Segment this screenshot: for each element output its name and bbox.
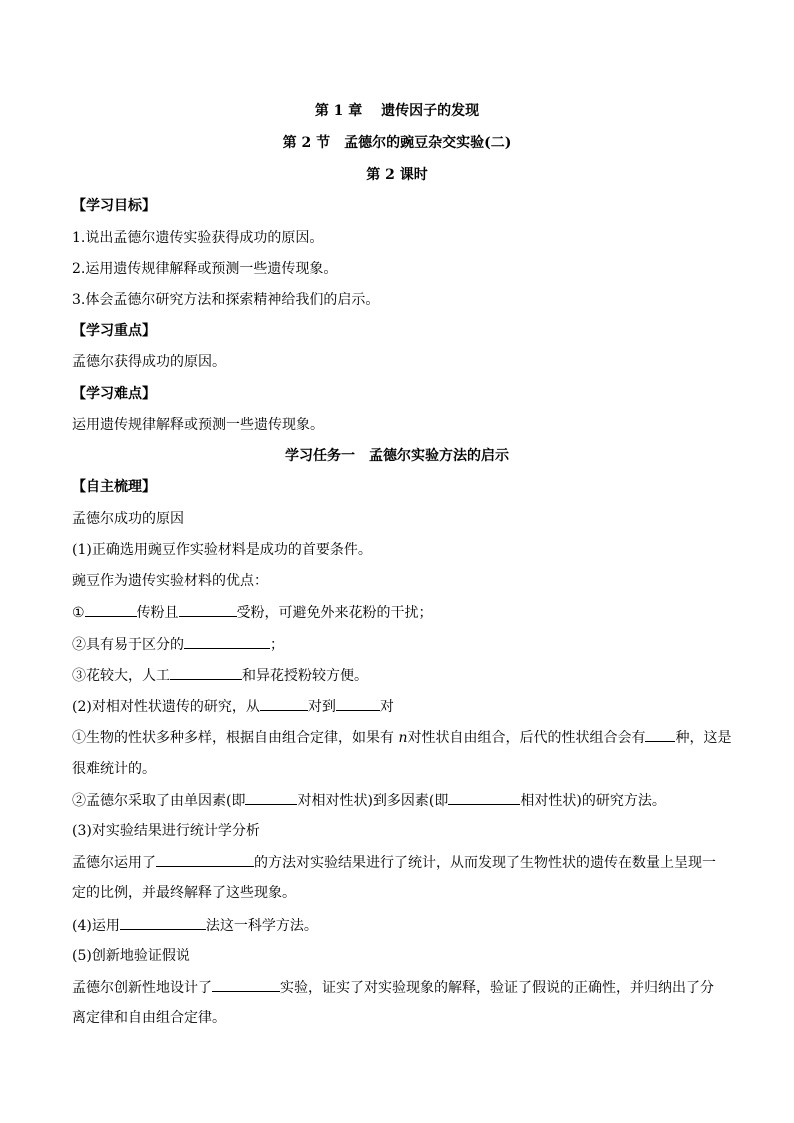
advantage-3: ③花较大，人工 和异花授粉较方便。: [72, 665, 368, 686]
objective-item-2: 2.运用遗传规律解释或预测一些遗传现象。: [72, 261, 338, 277]
fill-blank[interactable]: [170, 665, 242, 680]
fill-blank[interactable]: [448, 790, 520, 805]
point-3-cont: 定的比例，并最终解释了这些现象。: [72, 885, 296, 901]
fill-blank[interactable]: [645, 727, 675, 742]
point-2: (2)对相对性状遗传的研究，从 对到 对: [72, 696, 394, 717]
success-reasons-intro: 孟德尔成功的原因: [72, 511, 184, 527]
objective-item-3: 3.体会孟德尔研究方法和探索精神给我们的启示。: [72, 292, 380, 308]
fill-blank[interactable]: [245, 790, 297, 805]
advantage-2: ②具有易于区分的 ；: [72, 634, 284, 655]
fill-blank[interactable]: [85, 602, 137, 617]
section-title: 第 2 节 孟德尔的豌豆杂交实验(二): [282, 135, 512, 151]
objectives-heading: 【学习目标】: [72, 198, 156, 214]
point-2-b1: ①生物的性状多种多样，根据自由组合定律，如果有 n对性状自由组合，后代的性状组合会有 种，这是: [72, 727, 731, 748]
chapter-title: 第 1 章 遗传因子的发现: [314, 103, 480, 119]
fill-blank[interactable]: [336, 696, 380, 711]
point-5: (5)创新地验证假说: [72, 948, 190, 964]
point-4: (4)运用 法这一科学方法。: [72, 915, 318, 936]
review-heading: 【自主梳理】: [72, 479, 156, 495]
fill-blank[interactable]: [184, 634, 270, 649]
point-1: (1)正确选用豌豆作实验材料是成功的首要条件。: [72, 542, 372, 558]
focus-heading: 【学习重点】: [72, 323, 156, 339]
lesson-title: 第 2 课时: [366, 167, 428, 183]
point-2-b1-cont: 很难统计的。: [72, 761, 156, 777]
point-5-text: 孟德尔创新性地设计了 实验，证实了对实验现象的解释，验证了假说的正确性，并归纳出了分: [72, 977, 714, 998]
point-3-text: 孟德尔运用了 的方法对实验结果进行了统计，从而发现了生物性状的遗传在数量上呈现一: [72, 852, 716, 873]
point-1-sub: 豌豆作为遗传实验材料的优点：: [72, 573, 268, 589]
objective-item-1: 1.说出孟德尔遗传实验获得成功的原因。: [72, 230, 324, 246]
fill-blank[interactable]: [120, 915, 206, 930]
difficulty-text: 运用遗传规律解释或预测一些遗传现象。: [72, 417, 324, 433]
point-2-b2: ②孟德尔采取了由单因素(即 对相对性状)到多因素(即 相对性状)的研究方法。: [72, 790, 666, 811]
point-3: (3)对实验结果进行统计学分析: [72, 823, 260, 839]
point-5-cont: 离定律和自由组合定律。: [72, 1010, 226, 1026]
difficulty-heading: 【学习难点】: [72, 386, 156, 402]
task1-title: 学习任务一 孟德尔实验方法的启示: [285, 448, 509, 464]
fill-blank[interactable]: [156, 852, 254, 867]
fill-blank[interactable]: [179, 602, 237, 617]
focus-text: 孟德尔获得成功的原因。: [72, 354, 226, 370]
fill-blank[interactable]: [260, 696, 308, 711]
fill-blank[interactable]: [212, 977, 280, 992]
advantage-1: ① 传粉且 受粉，可避免外来花粉的干扰；: [72, 602, 433, 623]
